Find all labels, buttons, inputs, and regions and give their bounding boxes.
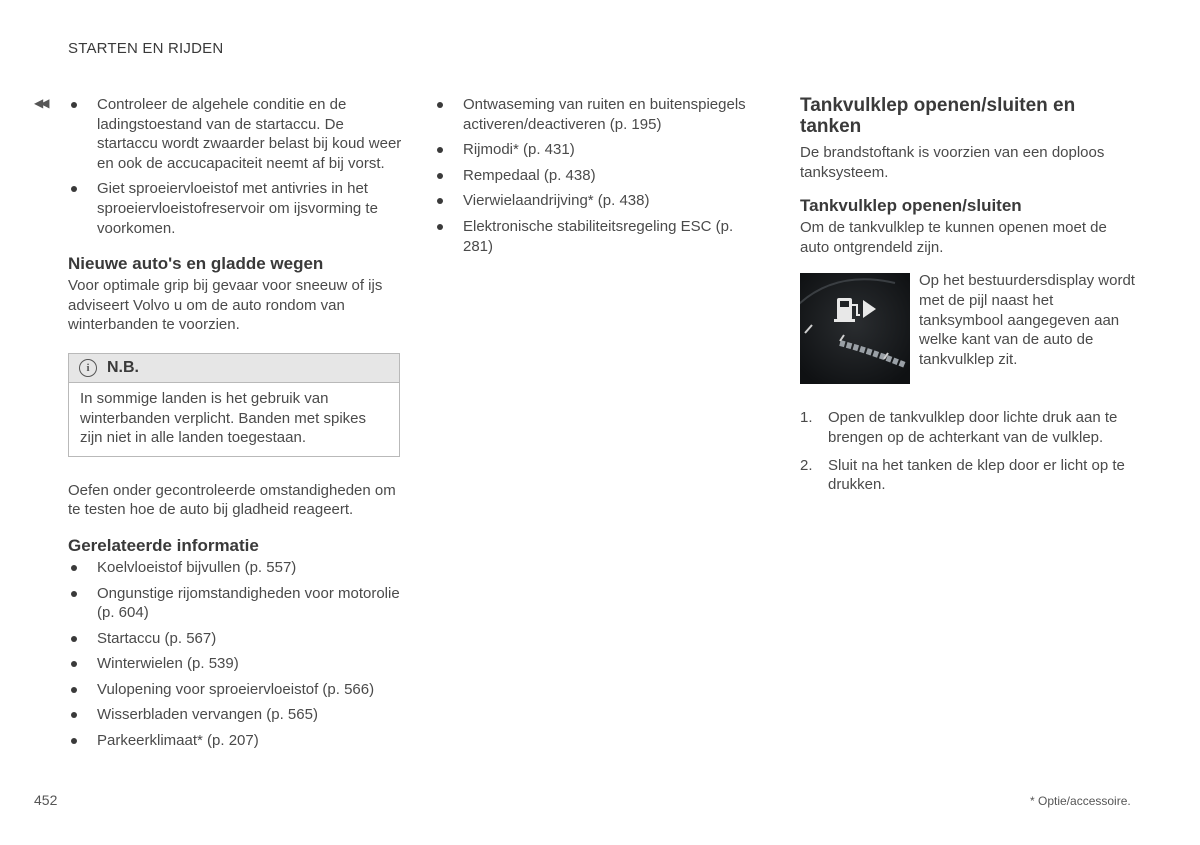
related-link[interactable]: Vulopening voor sproeiervloeistof (p. 566) [68, 680, 403, 700]
related-link[interactable]: Winterwielen (p. 539) [68, 654, 403, 674]
note-box [68, 353, 400, 457]
section-text: Voor optimale grip bij gevaar voor sneeuw of ijs adviseert Volvo u om de auto rondom van winterbanden te voorzien. [68, 277, 383, 334]
related-link[interactable]: Rempedaal (p. 438) [434, 166, 754, 186]
list-item: Giet sproeiervloeistof met antivries in het sproeiervloeistofreservoir om ijsvorming te voorkomen. [68, 179, 403, 238]
page-section-title: Tankvulklep openen/sluiten en tanken [800, 95, 1076, 137]
subsection-text: Om de tankvulklep te kunnen openen moet de auto ontgrendeld zijn. [800, 219, 1107, 256]
figure-row [800, 271, 1140, 384]
subsection-heading: Tankvulklep openen/sluiten [800, 196, 1022, 216]
intro-text: De brandstoftank is voorzien van een doploos tanksysteem. [800, 144, 1105, 181]
related-list [68, 558, 403, 751]
related-link[interactable]: Koelvloeistof bijvullen (p. 557) [68, 558, 403, 578]
related-link[interactable]: Startaccu (p. 567) [68, 629, 403, 649]
related-link[interactable]: Vierwielaandrijving* (p. 438) [434, 191, 754, 211]
footnote: * Optie/accessoire. [1030, 794, 1131, 808]
note-header [69, 354, 399, 383]
fuel-pump-arrow-icon [800, 273, 910, 384]
step-item [800, 456, 1140, 495]
related-link[interactable]: Rijmodi* (p. 431) [434, 140, 754, 160]
section-heading: Nieuwe auto's en gladde wegen [68, 254, 324, 274]
step-number: 1. [800, 409, 813, 427]
column-middle [434, 95, 754, 262]
driver-display-image [800, 273, 910, 384]
related-link[interactable]: Ongunstige rijomstandigheden voor motorolie (p. 604) [68, 584, 403, 623]
related-heading: Gerelateerde informatie [68, 535, 259, 555]
related-link[interactable]: Wisserbladen vervangen (p. 565) [68, 705, 403, 725]
note-title: N.B. [107, 359, 139, 377]
step-item [800, 408, 1140, 447]
column-left [68, 95, 403, 757]
related-list-continued [434, 95, 754, 256]
list-item: Controleer de algehele conditie en de ladingstoestand van de startaccu. De startaccu wordt zwaarder belast bij koud weer en ook de accucapaciteit neemt af bij vorst. [68, 95, 403, 173]
related-link[interactable]: Parkeerklimaat* (p. 207) [68, 731, 403, 751]
related-link[interactable]: Elektronische stabiliteitsregeling ESC (p. 281) [434, 217, 754, 256]
practice-text: Oefen onder gecontroleerde omstandigheden om te testen hoe de auto bij gladheid reageert. [68, 481, 396, 519]
page-header: STARTEN EN RIJDEN [68, 40, 224, 57]
figure-caption: Op het bestuurdersdisplay wordt met de pijl naast het tanksymbool aangegeven aan welke kant van de auto de tankvulklep zit. [919, 272, 1135, 368]
step-number: 2. [800, 456, 813, 474]
step-text: Sluit na het tanken de klep door er licht op te drukken. [828, 456, 1125, 494]
steps-list [800, 408, 1140, 494]
page-number: 452 [34, 792, 58, 808]
continued-arrows-icon: ◀◀ [34, 96, 47, 110]
step-text: Open de tankvulklep door lichte druk aan te brengen op de achterkant van de vulklep. [828, 409, 1118, 446]
related-link[interactable]: Ontwaseming van ruiten en buitenspiegels activeren/deactiveren (p. 195) [434, 95, 754, 134]
column-right [800, 95, 1140, 503]
winter-checklist [68, 95, 403, 238]
note-text: In sommige landen is het gebruik van winterbanden verplicht. Banden met spikes zijn niet in alle landen toegestaan. [80, 389, 366, 447]
info-icon: i [79, 359, 97, 377]
